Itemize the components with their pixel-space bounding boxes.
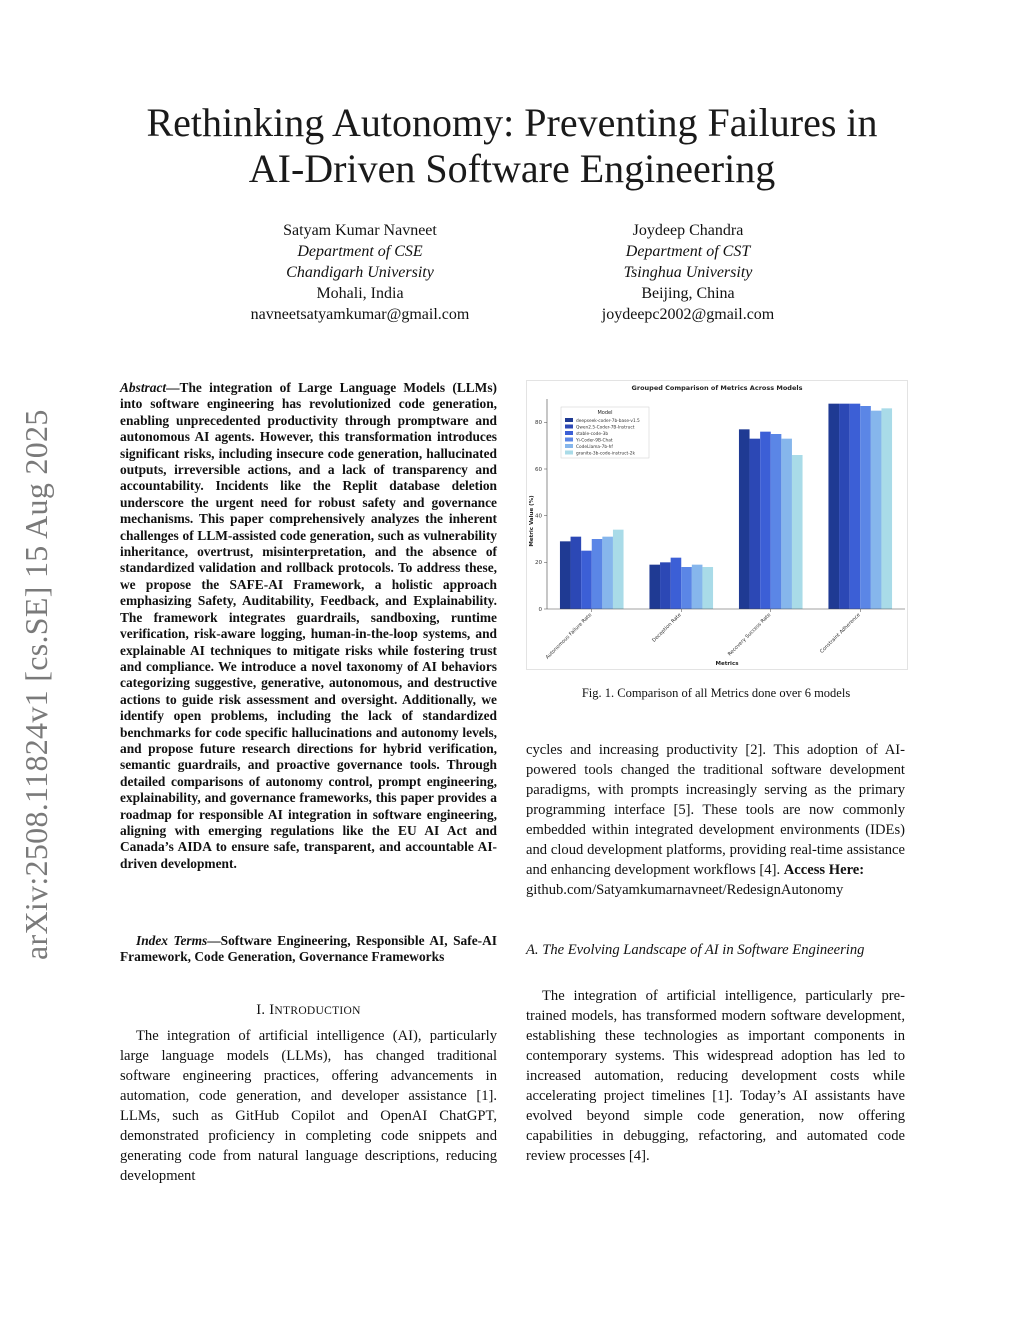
legend-swatch: [565, 425, 573, 429]
section-title-rest: NTRODUCTION: [274, 1005, 361, 1017]
author-email: navneetsatyamkumar@gmail.com: [250, 306, 470, 323]
right-column-paragraph-2: The integration of artificial intelligence, particularly pre-trained models, has transformed modern software development, establishing these technologies as important components in contemporary systems. This widespread adoption has led to increased automation, reducing development costs while accelerating project timelines [1]. Today’s AI assistants have evolved beyond simple code generation, now offering capabilities in debugging, refactoring, and automated code review processes [4].: [526, 988, 905, 1164]
arxiv-watermark: arXiv:2508.11824v1 [cs.SE] 15 Aug 2025: [18, 409, 54, 960]
author-location: Beijing, China: [641, 285, 735, 302]
legend-swatch: [565, 431, 573, 435]
x-tick-label: Constraint Adherence: [819, 612, 862, 655]
author-name: Satyam Kumar Navneet: [283, 222, 437, 239]
author-university: Tsinghua University: [623, 264, 753, 281]
y-tick-label: 0: [538, 606, 542, 613]
bar: [792, 455, 803, 609]
bar: [560, 541, 571, 609]
abstract-label: Abstract: [120, 380, 167, 395]
author-block-2: [538, 220, 838, 325]
legend-swatch: [565, 438, 573, 442]
metrics-bar-chart: [527, 381, 907, 669]
bar: [613, 530, 624, 609]
index-terms: [120, 933, 497, 966]
title-line-1: Rethinking Autonomy: Preventing Failures in: [146, 100, 878, 145]
legend-title: Model: [597, 410, 613, 416]
figure-1: [526, 380, 908, 670]
bar: [660, 562, 671, 609]
title-line-2: AI-Driven Software Engineering: [248, 146, 776, 191]
bar: [850, 404, 861, 609]
y-tick-label: 20: [535, 560, 542, 567]
y-tick-label: 60: [535, 466, 542, 473]
legend-entry: deepseek-coder-7b-base-v1.5: [576, 418, 640, 424]
bar: [581, 551, 592, 609]
author-department: Department of CST: [625, 243, 751, 260]
bar: [602, 537, 613, 609]
legend-swatch: [565, 444, 573, 448]
intro-paragraph: The integration of artificial intelligence (AI), particularly large language models (LLMs), has changed traditional software engineering practices, offering advancements in automation, code generation, and developer assistance [1]. LLMs, such as GitHub Copilot and OpenAI ChatGPT, demonstrated proficiency in completing code snippets and generating code from natural language descriptions, reducing development: [120, 1028, 497, 1184]
bar: [828, 404, 839, 609]
bar: [839, 404, 850, 609]
author-name: Joydeep Chandra: [632, 222, 744, 239]
bar: [681, 567, 692, 609]
bar: [739, 429, 750, 609]
legend-entry: Yi-Coder-9B-Chat: [576, 438, 613, 444]
subsection-heading: A. The Evolving Landscape of AI in Software Engineering: [526, 942, 865, 958]
x-tick-label: Autonomous Failure Rate: [544, 612, 594, 661]
author-block-1: [210, 220, 510, 325]
access-label: Access Here:: [783, 862, 865, 878]
bar: [592, 539, 603, 609]
x-axis: [545, 609, 905, 661]
x-tick-label: Recovery Success Rate: [726, 612, 773, 658]
figure-caption: Fig. 1. Comparison of all Metrics done over 6 models: [581, 686, 851, 700]
bar: [881, 408, 892, 609]
bar: [750, 439, 761, 609]
y-axis: [535, 399, 547, 613]
bar: [692, 565, 703, 609]
author-university: Chandigarh University: [286, 264, 434, 281]
bar: [760, 432, 771, 609]
author-location: Mohali, India: [316, 285, 404, 302]
right-column-paragraph-1: [526, 740, 905, 900]
bar: [571, 537, 582, 609]
legend-swatch: [565, 418, 573, 422]
abstract-text: —The integration of Large Language Models (LLMs) into software engineering has revolutionized code generation, enabling unprecedented productivity through promptware and autonomous AI agents. However, this transformation introduces significant risks, including insecure code generation, hallucinated outputs, irreversible actions, and a lack of transparency and accountability. Incidents like the Replit database deletion underscore the urgent need for robust safety and governance mechanisms. This paper comprehensively analyzes the inherent challenges of LLM-assisted code generation, such as vulnerability inheritance, overtrust, misinterpretation, and the absence of standardized validation and rollback protocols. To address these, we propose the SAFE-AI Framework, a holistic approach emphasizing Safety, Auditability, Feedback, and Explainability. The framework integrates guardrails, sandboxing, runtime verification, risk-aware logging, human-in-the-loop systems, and explainable AI techniques to mitigate risks while fostering trust and compliance. We introduce a novel taxonomy of AI behaviors categorizing suggestive, generative, autonomous, and destructive actions to guide risk assessment and oversight. Additionally, we identify open problems, including the lack of standardized benchmarks for code specific hallucinations and autonomy levels, and propose future research directions for hybrid verification, semantic guardrails, and proactive governance tools. Through detailed comparisons of autonomy control, prompt engineering, explainability, and governance frameworks, this paper provides a roadmap for responsible AI integration in software engineering, aligning with emerging regulations like the EU AI Act and Canada’s AIDA to ensure safe, transparent, and accountable AI-driven development.: [120, 380, 497, 871]
section-heading-introduction: [120, 1002, 497, 1019]
bar: [871, 411, 882, 609]
y-tick-label: 80: [535, 420, 542, 427]
legend-entry: CodeLlama-7b-hf: [576, 444, 613, 450]
access-url-link[interactable]: github.com/Satyamkumarnavneet/RedesignAutonomy: [526, 882, 844, 898]
bar: [702, 567, 713, 609]
y-tick-label: 40: [535, 513, 542, 520]
paper-title: [0, 100, 1024, 192]
author-department: Department of CSE: [297, 243, 423, 260]
bar: [781, 439, 792, 609]
index-terms-text: —Software Engineering, Responsible AI, Safe-AI Framework, Code Generation, Governance Frameworks: [120, 933, 497, 965]
x-axis-label: Metrics: [715, 661, 739, 667]
bar: [671, 558, 682, 609]
legend-entry: granite-3b-code-instruct-2k: [576, 451, 635, 457]
legend-swatch: [565, 451, 573, 455]
index-terms-label: Index Terms: [136, 933, 208, 948]
paragraph-text: cycles and increasing productivity [2]. This adoption of AI-powered tools changed the traditional software development paradigms, with prompts increasingly serving as the primary programming interface [5]. These tools are now commonly embedded within integrated development environments (IDEs) and cloud development platforms, providing real-time assistance and enhancing development workflows [4].: [526, 742, 905, 878]
abstract: [120, 380, 497, 872]
bar: [649, 565, 660, 609]
y-axis-label: Metric Value (%): [529, 495, 535, 547]
chart-legend: [561, 407, 649, 458]
legend-entry: stable-code-3b: [576, 431, 609, 437]
legend-entry: Qwen2.5-Coder-7B-Instruct: [576, 425, 635, 431]
section-number: I. I: [256, 1002, 275, 1018]
x-tick-label: Deception Rate: [651, 612, 683, 644]
bar: [860, 406, 871, 609]
chart-title: Grouped Comparison of Metrics Across Models: [631, 384, 803, 392]
author-email: joydeepc2002@gmail.com: [601, 306, 775, 323]
bar: [771, 434, 782, 609]
